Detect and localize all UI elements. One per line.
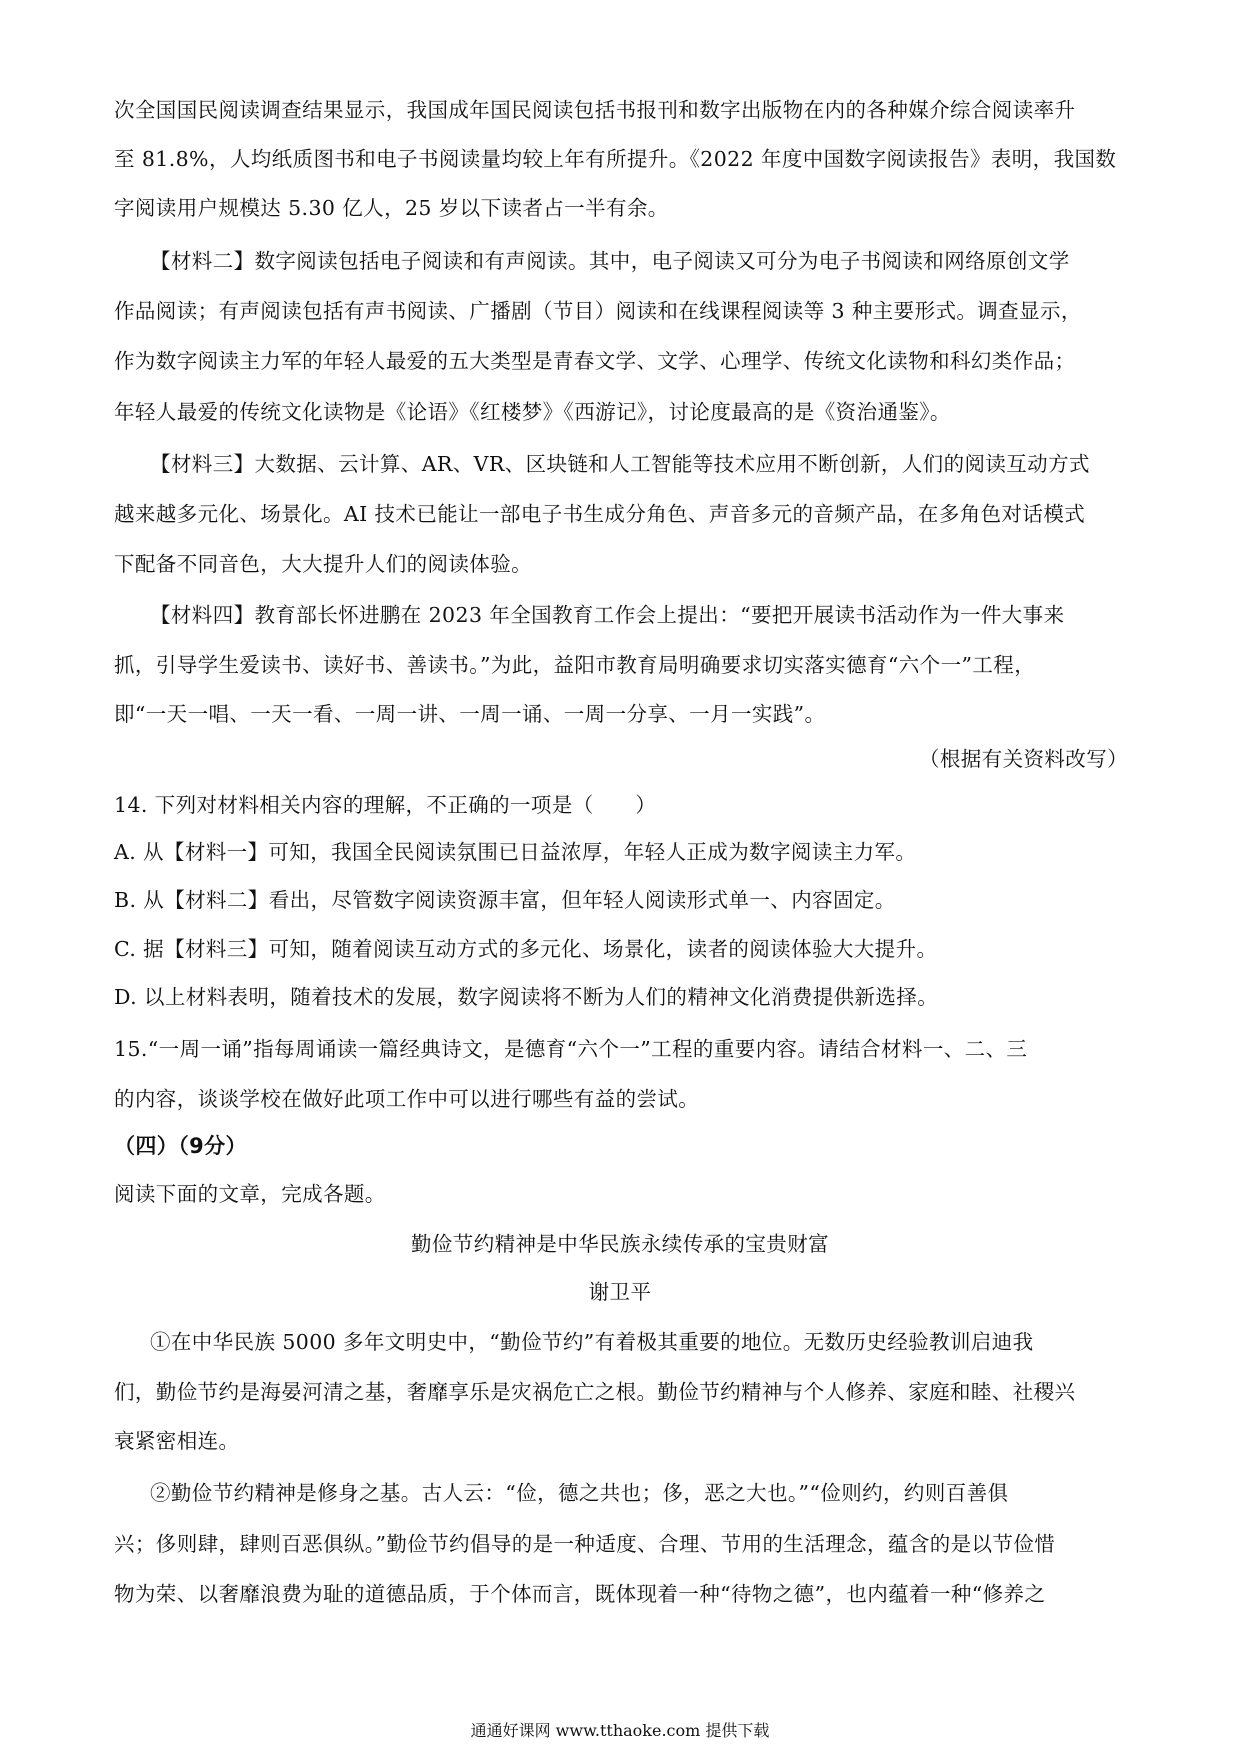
material-four-line: 【材料四】教育部长怀进鹏在 2023 年全国教育工作会上提出：“要把开展读书活动作为一件大事来 [150,603,1065,627]
article-author: 谢卫平 [588,1280,652,1304]
paragraph-line: 抓，引导学生爱读书、读好书、善读书。”为此，益阳市教育局明确要求切实落实德育“六个一”工程， [114,653,1036,677]
source-note: （根据有关资料改写） [919,747,1128,771]
page-footer: 通通好课网 www.tthaoke.com 提供下载 [470,1721,770,1740]
paragraph-line: 年轻人最爱的传统文化读物是《论语》《红楼梦》《西游记》，讨论度最高的是《资治通鉴》。 [114,400,951,424]
question-14: 14. 下列对材料相关内容的理解，不正确的一项是（ ） [114,793,657,817]
option-c: C. 据【材料三】可知，随着阅读互动方式的多元化、场景化，读者的阅读体验大大提升。 [114,937,938,961]
paragraph-line: 作品阅读；有声阅读包括有声书阅读、广播剧（节目）阅读和在线课程阅读等 3 种主要形式。调查显示， [114,299,1082,323]
paragraph-line: 下配备不同音色，大大提升人们的阅读体验。 [114,552,532,576]
paragraph-line: 们，勤俭节约是海晏河清之基，奢靡享乐是灾祸危亡之根。勤俭节约精神与个人修养、家庭和睦、社稷兴 [114,1380,1076,1404]
option-a: A. 从【材料一】可知，我国全民阅读氛围已日益浓厚，年轻人正成为数字阅读主力军。 [114,840,917,864]
paragraph-line: 次全国国民阅读调查结果显示，我国成年国民阅读包括书报刊和数字出版物在内的各种媒介综合阅读率升 [114,98,1076,122]
paragraph-line: 越来越多元化、场景化。AI 技术已能让一部电子书生成分角色、声音多元的音频产品，在多角色对话模式 [114,502,1086,526]
paragraph-line: 至 81.8%，人均纸质图书和电子书阅读量均较上年有所提升。《2022 年度中国数字阅读报告》表明，我国数 [114,147,1117,171]
material-three-line: 【材料三】大数据、云计算、AR、VR、区块链和人工智能等技术应用不断创新，人们的阅读互动方式 [150,452,1090,476]
paragraph-line: 字阅读用户规模达 5.30 亿人，25 岁以下读者占一半有余。 [114,196,669,220]
option-d: D. 以上材料表明，随着技术的发展，数字阅读将不断为人们的精神文化消费提供新选择。 [114,985,939,1009]
option-b: B. 从【材料二】看出，尽管数字阅读资源丰富，但年轻人阅读形式单一、内容固定。 [114,888,896,912]
paragraph-line: 作为数字阅读主力军的年轻人最爱的五大类型是青春文学、文学、心理学、传统文化读物和科幻类作品； [114,349,1076,373]
material-two-line: 【材料二】数字阅读包括电子阅读和有声阅读。其中，电子阅读又可分为电子书阅读和网络原创文学 [150,249,1070,273]
paragraph-line: 即“一天一唱、一天一看、一周一讲、一周一诵、一周一分享、一月一实践”。 [114,702,826,726]
article-paragraph-2: ②勤俭节约精神是修身之基。古人云：“俭，德之共也；侈，恶之大也。”“俭则约，约则百善俱 [150,1481,1009,1505]
paragraph-line: 物为荣、以奢靡浪费为耻的道德品质，于个体而言，既体现着一种“待物之德”，也内蕴着一种“修养之 [114,1582,1046,1606]
question-15-cont: 的内容，谈谈学校在做好此项工作中可以进行哪些有益的尝试。 [114,1087,700,1111]
article-paragraph-1: ①在中华民族 5000 多年文明史中，“勤俭节约”有着极其重要的地位。无数历史经验教训启迪我 [150,1330,1034,1354]
paragraph-line: 衰紧密相连。 [114,1429,240,1453]
section-heading: （四）（9分） [114,1134,247,1158]
question-15: 15.“一周一诵”指每周诵读一篇经典诗文，是德育“六个一”工程的重要内容。请结合材料一、二、三 [114,1037,1028,1061]
paragraph-line: 兴；侈则肆，肆则百恶俱纵。”勤俭节约倡导的是一种适度、合理、节用的生活理念，蕴含的是以节俭惜 [114,1532,1056,1556]
article-title: 勤俭节约精神是中华民族永续传承的宝贵财富 [411,1232,829,1256]
instruction: 阅读下面的文章，完成各题。 [114,1182,386,1206]
